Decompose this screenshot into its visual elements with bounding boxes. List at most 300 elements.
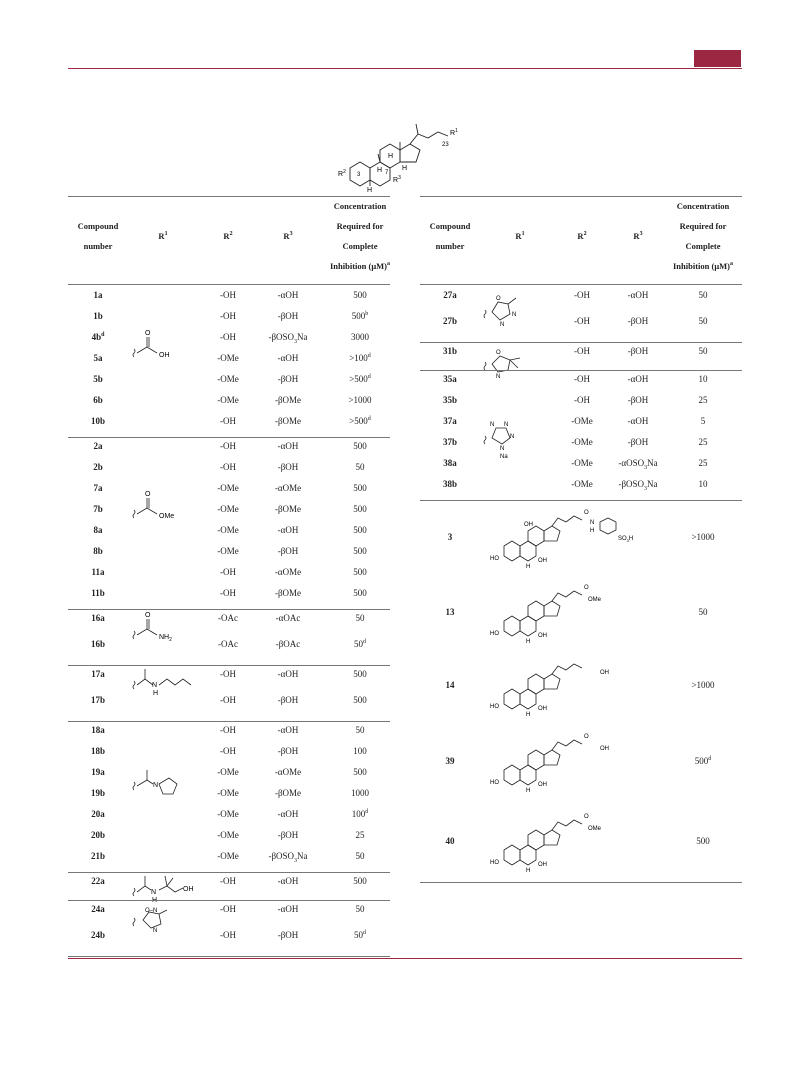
compound-number-text: 11a [91, 567, 105, 577]
compound-number-text: 16b [90, 639, 105, 649]
carboxyl-o-label: O [145, 329, 151, 337]
concentration-value [330, 567, 390, 578]
r2-value [557, 416, 607, 427]
r3-text: -βOH [627, 316, 649, 326]
compound-number-text: 1b [93, 311, 103, 321]
r1-label: OH [183, 886, 194, 893]
ho-label: HO [490, 631, 499, 637]
r2-value [203, 695, 253, 706]
r1-n-label: N [500, 446, 505, 452]
r3-text: -αOMe [274, 567, 302, 577]
concentration-value [330, 725, 390, 736]
r3-value [253, 588, 323, 599]
r3-value [253, 311, 323, 322]
table-row [68, 876, 390, 887]
concentration-footnote: d [367, 353, 371, 359]
r3-value [603, 395, 673, 406]
group-rule [68, 900, 390, 901]
r3-value [253, 483, 323, 494]
header-r3 [618, 226, 658, 246]
r1-n-label: N [512, 312, 517, 318]
header-r1-sup: 1 [164, 231, 168, 238]
header-r3-sup: 3 [639, 231, 643, 238]
r1-substituent-structure [123, 327, 203, 397]
table-row [68, 725, 390, 736]
compound-number [425, 607, 475, 618]
r2-value [203, 483, 253, 494]
compound-number-text: 37b [442, 437, 457, 447]
r3-value [603, 479, 673, 490]
r1-label: O–N [145, 908, 158, 914]
r3-text: -αOSO [618, 458, 645, 468]
compound-number-text: 7a [93, 483, 103, 493]
header-r3-sup: 3 [289, 231, 293, 238]
r3-value [253, 639, 323, 650]
core-r2-label: $R^2$ [338, 169, 346, 178]
r1-n-label: N [500, 322, 505, 328]
concentration-value [673, 607, 733, 618]
concentration-text: 5 [700, 416, 706, 426]
r2-value [203, 525, 253, 536]
header-concentration [320, 196, 400, 276]
r2-text: -OH [220, 588, 236, 598]
r3-value [253, 695, 323, 706]
concentration-value [330, 746, 390, 757]
concentration-value [330, 788, 390, 799]
compound-number [73, 851, 123, 862]
table-row [420, 346, 742, 357]
concentration-text: 500 [353, 504, 367, 514]
core-h-label: H [402, 165, 408, 172]
table-row [68, 311, 390, 322]
r2-text: -OMe [217, 483, 239, 493]
core-pos7-label: 7 [385, 170, 389, 176]
table-row [68, 329, 390, 345]
r2-text: -OMe [217, 395, 239, 405]
r1-h-label: H [153, 690, 159, 697]
r3-text: -αOH [277, 725, 299, 735]
compound-number [73, 462, 123, 473]
concentration-text: 50 [698, 607, 708, 617]
concentration-value [673, 374, 733, 385]
table-row [420, 722, 742, 802]
ome-label: OMe [588, 826, 602, 832]
table-row [420, 437, 742, 448]
compound-number [73, 876, 123, 887]
compound-number [73, 588, 123, 599]
r3-value [253, 504, 323, 515]
header-r3-text: R [633, 231, 640, 241]
r2-value [203, 416, 253, 427]
r3-text: -αOAc [275, 613, 301, 623]
concentration-text: >1000 [691, 532, 715, 542]
r2-text: -OMe [217, 788, 239, 798]
concentration-footnote: d [708, 756, 712, 762]
r3-tail: Na [647, 479, 658, 489]
r3-value [253, 613, 323, 624]
right-table [420, 196, 742, 908]
r2-value [203, 374, 253, 385]
concentration-text: 500 [353, 290, 367, 300]
compound-number-text: 5b [93, 374, 103, 384]
compound-number-text: 38a [443, 458, 457, 468]
r3-text: -βOH [627, 395, 649, 405]
r3-text: -βOH [277, 311, 299, 321]
concentration-text: 50 [698, 290, 708, 300]
concentration-value [330, 767, 390, 778]
concentration-value [330, 695, 390, 706]
compound-number-text: 40 [445, 836, 455, 846]
compound-number [425, 290, 475, 301]
header-conc-sup: a [387, 261, 390, 268]
table-row [420, 802, 742, 882]
table-row [68, 639, 390, 650]
header-compound-line: Compound [77, 221, 119, 231]
r2-value [557, 374, 607, 385]
header-conc-line: Inhibition (μM) [329, 261, 387, 271]
header-r1-text: R [158, 231, 165, 241]
compound-number [73, 332, 123, 343]
r2-text: -OH [220, 311, 236, 321]
compound-number [73, 525, 123, 536]
r3-text: -αOH [277, 525, 299, 535]
compound-number [73, 290, 123, 301]
concentration-value [330, 809, 390, 820]
concentration-text: 50 [355, 613, 365, 623]
r3-text: -βOH [627, 346, 649, 356]
concentration-value [330, 904, 390, 915]
r1-substituent-structure [123, 609, 203, 665]
ho-label: HO [490, 556, 499, 562]
group-rule [68, 721, 390, 722]
r3-value [253, 374, 323, 385]
concentration-value [673, 346, 733, 357]
r1-n-label: N [510, 434, 515, 440]
r2-text: -OH [574, 290, 590, 300]
table-row [420, 458, 742, 469]
r3-value [603, 437, 673, 448]
table-row [68, 567, 390, 578]
header-conc-sup: a [730, 261, 733, 268]
r2-value [203, 290, 253, 301]
compound-number-text: 8b [93, 546, 103, 556]
compound-number [73, 695, 123, 706]
oh-label: OH [538, 633, 547, 639]
table-row [68, 788, 390, 799]
r3-value [253, 290, 323, 301]
r3-text: -βOH [627, 437, 649, 447]
r3-text: -αOH [277, 904, 299, 914]
r1-substituent-structure [480, 400, 560, 470]
so3-sub: 3 [626, 538, 629, 543]
compound-number [73, 483, 123, 494]
table-row [68, 851, 390, 862]
r2-text: -OMe [571, 458, 593, 468]
oh-label: OH [538, 558, 547, 564]
compound-structure [490, 576, 660, 650]
concentration-value [330, 588, 390, 599]
r2-value [203, 462, 253, 473]
concentration-value [673, 316, 733, 327]
table-bottom-rule [420, 882, 742, 883]
table-row [68, 809, 390, 820]
r2-value [203, 395, 253, 406]
r3-text: -βOMe [274, 588, 302, 598]
r2-text: -OH [574, 346, 590, 356]
compound-structure [490, 722, 660, 802]
concentration-text: 25 [698, 437, 708, 447]
so3h-label: $SO_3H$ [618, 536, 634, 543]
header-r2-sup: 2 [229, 231, 233, 238]
r2-text: -OH [220, 441, 236, 451]
compound-number [73, 725, 123, 736]
group-rule [68, 665, 390, 666]
compound-number-text: 37a [443, 416, 457, 426]
compound-number [425, 374, 475, 385]
header-compound [420, 216, 480, 256]
r3-text: -βOMe [274, 504, 302, 514]
r1-substituent-structure [123, 488, 203, 558]
h-label: H [526, 712, 531, 718]
header-conc-line: Complete [685, 241, 721, 251]
concentration-text: 500 [353, 876, 367, 886]
r3-sub: 3 [644, 464, 648, 471]
r3-tail: Na [297, 851, 308, 861]
compound-number-text: 13 [445, 607, 455, 617]
o-label: O [584, 814, 589, 820]
r3-value [253, 851, 323, 862]
r3-value [253, 546, 323, 557]
concentration-value [673, 836, 733, 847]
compound-number [73, 788, 123, 799]
concentration-value [673, 756, 733, 767]
concentration-value [330, 639, 390, 650]
r2-value [203, 851, 253, 862]
compound-number-text: 39 [445, 756, 455, 766]
concentration-value [330, 353, 390, 364]
header-r1 [143, 226, 183, 246]
compound-number-text: 2a [93, 441, 103, 451]
compound-number [73, 395, 123, 406]
compound-number [73, 830, 123, 841]
header-r2-text: R [223, 231, 230, 241]
ester-o-label: O [145, 491, 151, 498]
r3-value [253, 725, 323, 736]
concentration-text: 10 [698, 479, 708, 489]
table-row [420, 316, 742, 327]
r2-text: -OMe [217, 546, 239, 556]
r3-sub: 3 [294, 338, 298, 345]
r2-value [203, 353, 253, 364]
core-h-label: H [388, 153, 394, 160]
concentration-text: 500 [696, 836, 710, 846]
h-label: H [526, 788, 531, 794]
compound-number [73, 669, 123, 680]
compound-number-text: 27b [442, 316, 457, 326]
table-row [420, 500, 742, 576]
concentration-text: 50 [698, 346, 708, 356]
table-row [68, 374, 390, 385]
group-rule [68, 872, 390, 873]
concentration-value [330, 311, 390, 322]
concentration-value [330, 416, 390, 427]
concentration-text: 50 [355, 462, 365, 472]
header-compound-line: Compound [429, 221, 471, 231]
compound-number-text: 27a [443, 290, 457, 300]
concentration-value [330, 374, 390, 385]
concentration-text: 50 [355, 904, 365, 914]
r2-text: -OMe [571, 437, 593, 447]
r3-value [253, 746, 323, 757]
r2-value [203, 311, 253, 322]
header-compound-line: number [435, 241, 465, 251]
compound-number-text: 19a [91, 767, 105, 777]
table-row [68, 483, 390, 494]
r1-n-label: N [490, 422, 495, 428]
r2-value [203, 669, 253, 680]
r2-text: -OH [574, 374, 590, 384]
compound-number [73, 504, 123, 515]
compound-number-text: 2b [93, 462, 103, 472]
oh-label: OH [600, 746, 609, 752]
table-row [68, 930, 390, 941]
concentration-value [330, 332, 390, 343]
compound-number-text: 18b [90, 746, 105, 756]
table-row [68, 395, 390, 406]
r2-text: -OH [220, 876, 236, 886]
r3-value [603, 416, 673, 427]
compound-number-text: 20a [91, 809, 105, 819]
oh-label: OH [524, 522, 533, 528]
header-r3 [268, 226, 308, 246]
concentration-value [330, 876, 390, 887]
ho-label: HO [490, 860, 499, 866]
r1-na-label: Na [500, 454, 508, 460]
r1-n-label: N [153, 928, 158, 934]
r3-text: -αOH [277, 809, 299, 819]
r2-value [203, 504, 253, 515]
concentration-text: 25 [355, 830, 365, 840]
r1-o-label: O [496, 350, 501, 356]
table-row [68, 613, 390, 624]
core-r1-label: $R^1$ [450, 128, 458, 137]
r2-value [557, 479, 607, 490]
compound-footnote: d [101, 332, 105, 338]
header-r3-text: R [283, 231, 290, 241]
header-r2-sup: 2 [583, 231, 587, 238]
concentration-value [330, 395, 390, 406]
compound-number-text: 14 [445, 680, 455, 690]
compound-number [73, 353, 123, 364]
r2-value [203, 930, 253, 941]
table-row [420, 416, 742, 427]
compound-number-text: 8a [93, 525, 103, 535]
oh-label: OH [538, 706, 547, 712]
compound-number [73, 546, 123, 557]
r3-value [253, 669, 323, 680]
table-row [68, 462, 390, 473]
compound-number-text: 38b [442, 479, 457, 489]
group-rule [68, 956, 390, 957]
header-conc-line: Required for [336, 221, 384, 231]
concentration-value [330, 851, 390, 862]
table-row [68, 441, 390, 452]
concentration-text: >500 [349, 416, 368, 426]
compound-structure [490, 802, 660, 882]
table-row [420, 374, 742, 385]
r2-text: -OMe [217, 353, 239, 363]
o-label: O [584, 585, 589, 591]
r1-sub: 2 [169, 637, 172, 643]
concentration-text: 10 [698, 374, 708, 384]
r3-text: -βOH [277, 930, 299, 940]
compound-number-text: 20b [90, 830, 105, 840]
r2-value [203, 567, 253, 578]
concentration-text: 50 [354, 639, 363, 649]
concentration-value [330, 462, 390, 473]
compound-number [73, 639, 123, 650]
concentration-text: 500 [353, 567, 367, 577]
compound-number-text: 35a [443, 374, 457, 384]
r3-text: -αOH [627, 374, 649, 384]
ho-label: HO [490, 780, 499, 786]
group-rule [420, 370, 742, 371]
r2-value [203, 904, 253, 915]
ho-label: HO [490, 704, 499, 710]
compound-number-text: 24b [90, 930, 105, 940]
table-row [68, 525, 390, 536]
concentration-text: 25 [698, 395, 708, 405]
core-r3-label: $R^3$ [393, 175, 401, 184]
concentration-value [673, 458, 733, 469]
r3-value [253, 788, 323, 799]
r3-text: -βOH [277, 374, 299, 384]
compound-number [73, 746, 123, 757]
r2-text: -OH [220, 290, 236, 300]
r2-value [557, 458, 607, 469]
r2-value [203, 613, 253, 624]
r3-text: -βOMe [274, 395, 302, 405]
table-row [68, 504, 390, 515]
r2-value [203, 767, 253, 778]
concentration-value [330, 290, 390, 301]
r3-text: -βOMe [274, 788, 302, 798]
table-row [68, 588, 390, 599]
r1-label: $NH_2$ [159, 634, 172, 643]
r3-text: -βOH [277, 462, 299, 472]
table-row [68, 695, 390, 706]
r3-text: -βOSO [618, 479, 645, 489]
r2-text: -OH [220, 695, 236, 705]
compound-number [425, 836, 475, 847]
r2-value [557, 346, 607, 357]
concentration-text: >100 [349, 353, 368, 363]
table-row [420, 576, 742, 650]
left-table [68, 196, 390, 940]
r2-text: -OMe [217, 504, 239, 514]
concentration-text: 100 [351, 809, 366, 819]
compound-number [425, 756, 475, 767]
table-row [68, 353, 390, 364]
compound-number-text: 31b [442, 346, 457, 356]
compound-number [73, 441, 123, 452]
concentration-value [330, 930, 390, 941]
r1-label: N [153, 781, 159, 789]
r3-text: -αOH [277, 353, 299, 363]
r2-value [203, 639, 253, 650]
group-rule [68, 609, 390, 610]
r1-n-label: N [496, 374, 501, 380]
